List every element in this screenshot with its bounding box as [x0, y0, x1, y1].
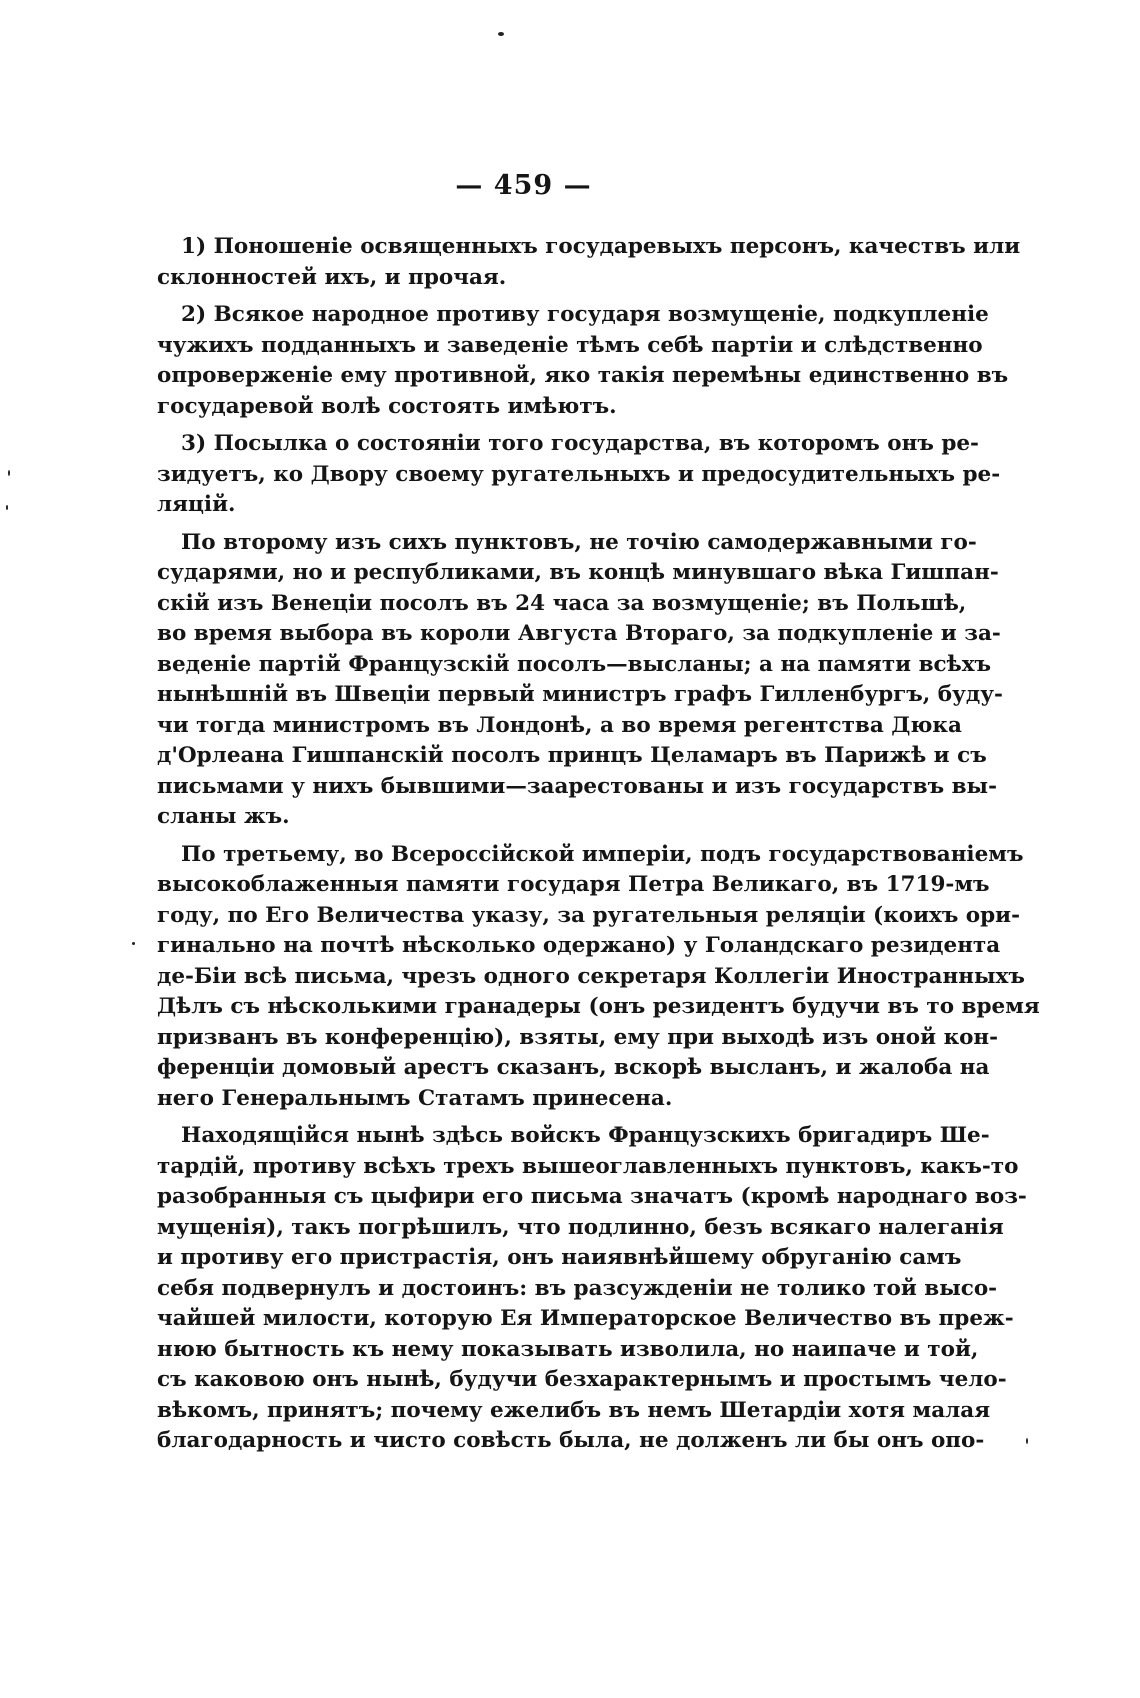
- text-line: мущенія), такъ погрѣшилъ, что подлинно, безъ всякаго налеганія: [157, 1214, 1004, 1240]
- text-line: склонностей ихъ, и прочая.: [157, 264, 507, 290]
- text-line: Находящійся нынѣ здѣсь войскъ Французскихъ бригадиръ Ше-: [181, 1123, 990, 1148]
- text-line: По третьему, во Всероссійской имперіи, подъ государствованіемъ: [181, 841, 1024, 867]
- text-line: Дѣлъ съ нѣсколькими гранадеры (онъ резидентъ будучи въ то время: [157, 994, 1040, 1019]
- text-line: скій изъ Венеціи посолъ въ 24 часа за возмущеніе; въ Польшѣ,: [157, 590, 967, 616]
- text-line: 3) Посылка о состояніи того государства, въ которомъ онъ ре-: [181, 431, 979, 456]
- text-line: государевой волѣ состоять имѣютъ.: [157, 393, 617, 419]
- text-line: съ каковою онъ нынѣ, будучи безхарактернымъ и простымъ чело-: [157, 1367, 1007, 1392]
- text-line: чи тогда министромъ въ Лондонѣ, а во время регентства Дюка: [157, 712, 962, 738]
- paragraph: [157, 429, 1001, 521]
- text-line: опроверженіе ему противной, яко такія перемѣны единственно въ: [157, 363, 1009, 388]
- text-line: чужихъ подданныхъ и заведеніе тѣмъ себѣ партіи и слѣдственно: [157, 332, 983, 358]
- text-line: 1) Поношеніе освященныхъ государевыхъ персонъ, качествъ или: [181, 234, 1021, 259]
- paragraph: [157, 528, 1003, 833]
- text-line: призванъ въ конференцію), взяты, ему при выходѣ изъ оной кон-: [157, 1024, 999, 1050]
- text-line: высокоблаженныя памяти государя Петра Великаго, въ 1719-мъ: [157, 872, 990, 897]
- scan-speck: [498, 32, 504, 36]
- text-line: разобранныя съ цыфири его письма значатъ (кромѣ народнаго воз-: [157, 1184, 1027, 1209]
- scan-speck: [1026, 1438, 1028, 1444]
- body-text: [157, 232, 1040, 1457]
- text-line: зидуетъ, ко Двору своему ругательныхъ и предосудительныхъ ре-: [157, 461, 1001, 487]
- text-line: ференціи домовый арестъ сказанъ, вскорѣ высланъ, и жалоба на: [157, 1055, 990, 1080]
- text-line: гинально на почтѣ нѣсколько одержано) у Голандскаго резидента: [157, 933, 1001, 958]
- text-line: веденіе партій Французскій посолъ—высланы; а на памяти всѣхъ: [157, 651, 992, 677]
- text-line: нюю бытность къ нему показывать изволила, но наипаче и той,: [157, 1336, 979, 1362]
- text-line: себя подвернулъ и достоинъ: въ разсужденіи не толико той высо-: [157, 1275, 998, 1301]
- text-line: тардій, противу всѣхъ трехъ вышеоглавленныхъ пунктовъ, какъ-то: [157, 1153, 1019, 1179]
- text-line: году, по Его Величества указу, за ругательныя реляціи (коихъ ори-: [157, 902, 1021, 928]
- text-line: сударями, но и республиками, въ концѣ минувшаго вѣка Гишпан-: [157, 560, 999, 585]
- scan-speck: [8, 470, 10, 476]
- text-line: нынѣшній въ Швеціи первый министръ графъ Гилленбургъ, буду-: [157, 682, 1003, 707]
- text-line: и противу его пристрастія, онъ наиявнѣйшему обруганію самъ: [157, 1245, 962, 1270]
- paragraph: [157, 232, 1021, 293]
- text-line: де-Біи всѣ письма, чрезъ одного секретаря Коллегіи Иностранныхъ: [157, 963, 1025, 989]
- scan-speck: [132, 942, 135, 945]
- scan-speck: [6, 505, 8, 510]
- text-line: во время выбора въ короли Августа Втораго, за подкупленіе и за-: [157, 621, 1001, 646]
- text-line: д'Орлеана Гишпанскій посолъ принцъ Целамаръ въ Парижѣ и съ: [157, 743, 987, 768]
- text-line: благодарность и чисто совѣсть была, не долженъ ли бы онъ опо-: [157, 1428, 985, 1453]
- text-line: сланы жъ.: [157, 804, 290, 829]
- page-number: — 459 —: [455, 170, 592, 201]
- text-line: него Генеральнымъ Статамъ принесена.: [157, 1085, 673, 1111]
- text-line: По второму изъ сихъ пунктовъ, не точію самодержавными го-: [181, 529, 977, 555]
- paragraph: [157, 1121, 1027, 1457]
- text-line: письмами у нихъ бывшими—заарестованы и изъ государствъ вы-: [157, 773, 997, 799]
- paragraph: [157, 840, 1040, 1115]
- text-line: 2) Всякое народное противу государя возмущеніе, подкупленіе: [181, 302, 989, 327]
- text-line: ляцій.: [157, 492, 236, 517]
- text-line: чайшей милости, которую Ея Императорское Величество въ преж-: [157, 1306, 1014, 1331]
- text-line: вѣкомъ, принятъ; почему ежелибъ въ немъ Шетардіи хотя малая: [157, 1397, 991, 1423]
- paragraph: [157, 300, 1009, 422]
